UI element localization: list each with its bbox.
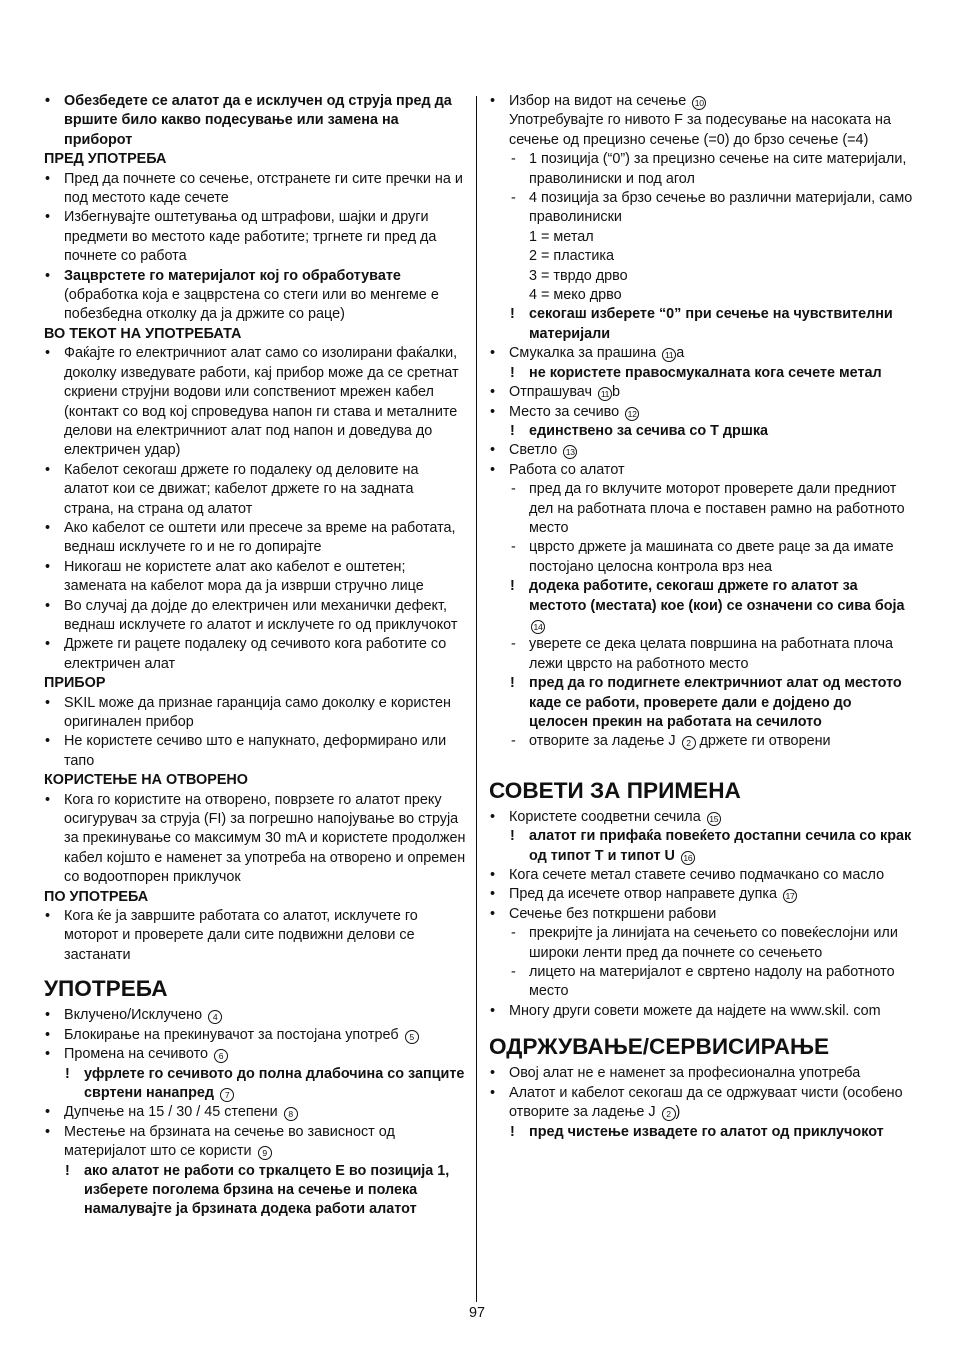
list-item: • Користете соодветни сечила 15 (489, 808, 913, 827)
material-code: 3 = тврдо дрво (529, 267, 628, 284)
warning-item: ! пред чистење извадете го алатот од приклучокот (489, 1123, 913, 1142)
section-heading-upotreba: УПОТРЕБА (44, 976, 168, 1002)
warning-item: ! секогаш изберете “0” при сечење на чувствителни материјали (489, 305, 913, 344)
callout-number: 6 (214, 1049, 228, 1063)
callout-number: 11 (598, 387, 612, 401)
list-item: • Кабелот секогаш држете го подалеку од деловите на алатот кои се движат; кабелот држете го на задната страна, на страна од алатот (44, 461, 466, 519)
callout-number: 2 (682, 736, 696, 750)
list-item: • Отпрашувач 11 b (489, 383, 913, 402)
list-item: • Фаќајте го електричниот алат само со изолирани фаќалки, доколку изведувате работи, кај прибор може да се сретнат скриени струјни водови или сопствениот мрежен кабел (контакт со вод кој спроведува напон ги става и металните делови на електричниот алат под напон и доведува до електричен удар) (44, 344, 466, 460)
warning-item: ! единствено за сечива со Т дршка (489, 422, 913, 441)
dash-item: - уверете се дека целата површина на работната плоча лежи цврсто на работното место (489, 635, 913, 674)
list-item: • Кога ќе ја завршите работата со алатот, исклучете го моторот и проверете дали сите подвижни делови се застанати (44, 907, 466, 965)
callout-number: 15 (707, 812, 721, 826)
dash-item: - отворите за ладење J 2 држете ги отворени (489, 732, 913, 751)
list-item: • Во случај да дојде до електричен или механички дефект, веднаш исклучете го алатот и исклучете го од приклучокот (44, 597, 466, 636)
dash-item: - пред да го вклучите моторот проверете дали предниот дел на работната плоча е поставен рамно на работното место (489, 480, 913, 538)
section-subheading: ПРЕД УПОТРЕБА (44, 151, 167, 168)
warning-item: ! ако алатот не работи со тркалцето Е во позиција 1, изберете поголема брзина на сечење и полека намалувајте ја брзината додека работи алатот (44, 1162, 466, 1220)
section-subheading: ПРИБОР (44, 675, 106, 692)
page-number: 97 (468, 1305, 485, 1321)
list-item: • SKIL може да признае гаранција само доколку е користен оригинален прибор (44, 694, 466, 733)
callout-number: 12 (625, 407, 639, 421)
list-item: • Обезбедете се алатот да е исклучен од струја пред да вршите било какво подесување или замена на приборот (44, 92, 466, 150)
dash-item: - цврсто држете ја машината со двете раце за да имате постојано целосна контрола врз неа (489, 538, 913, 577)
callout-number: 17 (783, 889, 797, 903)
paragraph: Употребувајте го нивото F за подесување на насоката на сечење од прецизно сечење (=0) до брзо сечење (=4) (509, 112, 891, 148)
list-item: • Вклучено/Исклучено 4 (44, 1006, 466, 1025)
dash-item: - лицето на материјалот е свртено надолу на работното место (489, 963, 913, 1002)
callout-number: 13 (563, 445, 577, 459)
right-column (489, 92, 913, 1142)
list-item: • Многу други совети можете да најдете на www.skil. com (489, 1002, 913, 1021)
dash-item: - 4 позиција за брзо сечење во различни материјали, само праволиниски (489, 189, 913, 228)
callout-number: 16 (681, 851, 695, 865)
list-item: • Светло 13 (489, 441, 913, 460)
list-item: • Место за сечиво 12 (489, 403, 913, 422)
list-item: • Ако кабелот се оштети или пресече за време на работата, веднаш исклучете го и не го допирајте (44, 519, 466, 558)
warning-item: ! не користете правосмукалната кога сечете метал (489, 364, 913, 383)
list-item: • Избегнувајте оштетувања од штрафови, шајки и други предмети во местото каде работите; тргнете ги пред да почнете со работа (44, 208, 466, 266)
list-item: • Овој алат не е наменет за професионална употреба (489, 1064, 913, 1083)
callout-number: 14 (531, 620, 545, 634)
section-heading-soveti: СОВЕТИ ЗА ПРИМЕНА (489, 777, 741, 803)
list-item: • Кога го користите на отворено, поврзете го алатот преку осигурувач за струја (FI) за погрешно напојување во струја за прекинување со максимум 30 mA и користете продолжен кабел којшто е наменет за употреба на отворено и опремен со водоотпорен приклучок (44, 791, 466, 888)
list-item: • Промена на сечивото 6 (44, 1045, 466, 1064)
list-item: • Пред да исечете отвор направете дупка 17 (489, 885, 913, 904)
callout-number: 11 (662, 348, 676, 362)
material-code: 2 = пластика (529, 248, 615, 265)
callout-number: 7 (220, 1088, 234, 1102)
material-code: 4 = меко дрво (529, 287, 622, 304)
list-item: • Работа со алатот (489, 461, 913, 480)
list-item: • Никогаш не користете алат ако кабелот е оштетен; замената на кабелот мора да ја изврши стручно лице (44, 558, 466, 597)
column-divider (476, 96, 477, 1302)
callout-number: 10 (692, 96, 706, 110)
callout-number: 5 (405, 1030, 419, 1044)
warning-item: ! додека работите, секогаш држете го алатот за местото (местата) кое (кои) се означени со сива боја 14 (489, 577, 913, 635)
callout-number: 4 (208, 1010, 222, 1024)
list-item: • Местење на брзината на сечење во зависност од материјалот што се користи 9 (44, 1123, 466, 1162)
list-item: • Пред да почнете со сечење, отстранете ги сите пречки на и под местото каде сечете (44, 170, 466, 209)
dash-item: - 1 позиција (“0”) за прецизно сечење на сите материјали, праволиниски и под агол (489, 150, 913, 189)
callout-number: 2 (662, 1107, 676, 1121)
material-code: 1 = метал (529, 228, 594, 245)
section-subheading: ПО УПОТРЕБА (44, 888, 149, 905)
section-heading-odrzuvanje: ОДРЖУВАЊЕ/СЕРВИСИРАЊЕ (489, 1034, 830, 1060)
list-item: • Дупчење на 15 / 30 / 45 степени 8 (44, 1103, 466, 1122)
section-subheading: КОРИСТЕЊЕ НА ОТВОРЕНО (44, 772, 249, 789)
list-item: • Алатот и кабелот секогаш да се одржуваат чисти (особено отворите за ладење J 2 ) (489, 1084, 913, 1123)
list-item: • Кога сечете метал ставете сечиво подмачкано со масло (489, 866, 913, 885)
section-subheading: ВО ТЕКОТ НА УПОТРЕБАТА (44, 325, 242, 342)
left-column (44, 92, 466, 1220)
list-item: • Смукалка за прашина 11 a (489, 344, 913, 363)
callout-number: 8 (284, 1107, 298, 1121)
warning-item: ! алатот ги прифаќа повеќето достапни сечила со крак од типот Т и типот U 16 (489, 827, 913, 866)
warning-item: ! уфрлете го сечивото до полна длабочина со запците свртени нанапред 7 (44, 1065, 466, 1104)
list-item: • Зацврстете го материјалот кој го обработувате (обработка која е зацврстена со стеги или во менгеме е побезбедна отколку да ја држите со раце) (44, 267, 466, 325)
list-item: • Сечење без поткршени рабови (489, 905, 913, 924)
callout-number: 9 (258, 1146, 272, 1160)
list-item: • Блокирање на прекинувачот за постојана употреб 5 (44, 1026, 466, 1045)
list-item: • Држете ги рацете подалеку од сечивото кога работите со електричен алат (44, 635, 466, 674)
dash-item: - прекријте ја линијата на сечењето со повеќеслојни или широки ленти пред да почнете со сечењето (489, 924, 913, 963)
list-item: • Избор на видот на сечење 10 (489, 92, 913, 111)
warning-item: ! пред да го подигнете електричниот алат од местото каде се работи, проверете дали е дојдено до целосен прекин на работата на сечилото (489, 674, 913, 732)
list-item: • Не користете сечиво што е напукнато, деформирано или тапо (44, 732, 466, 771)
